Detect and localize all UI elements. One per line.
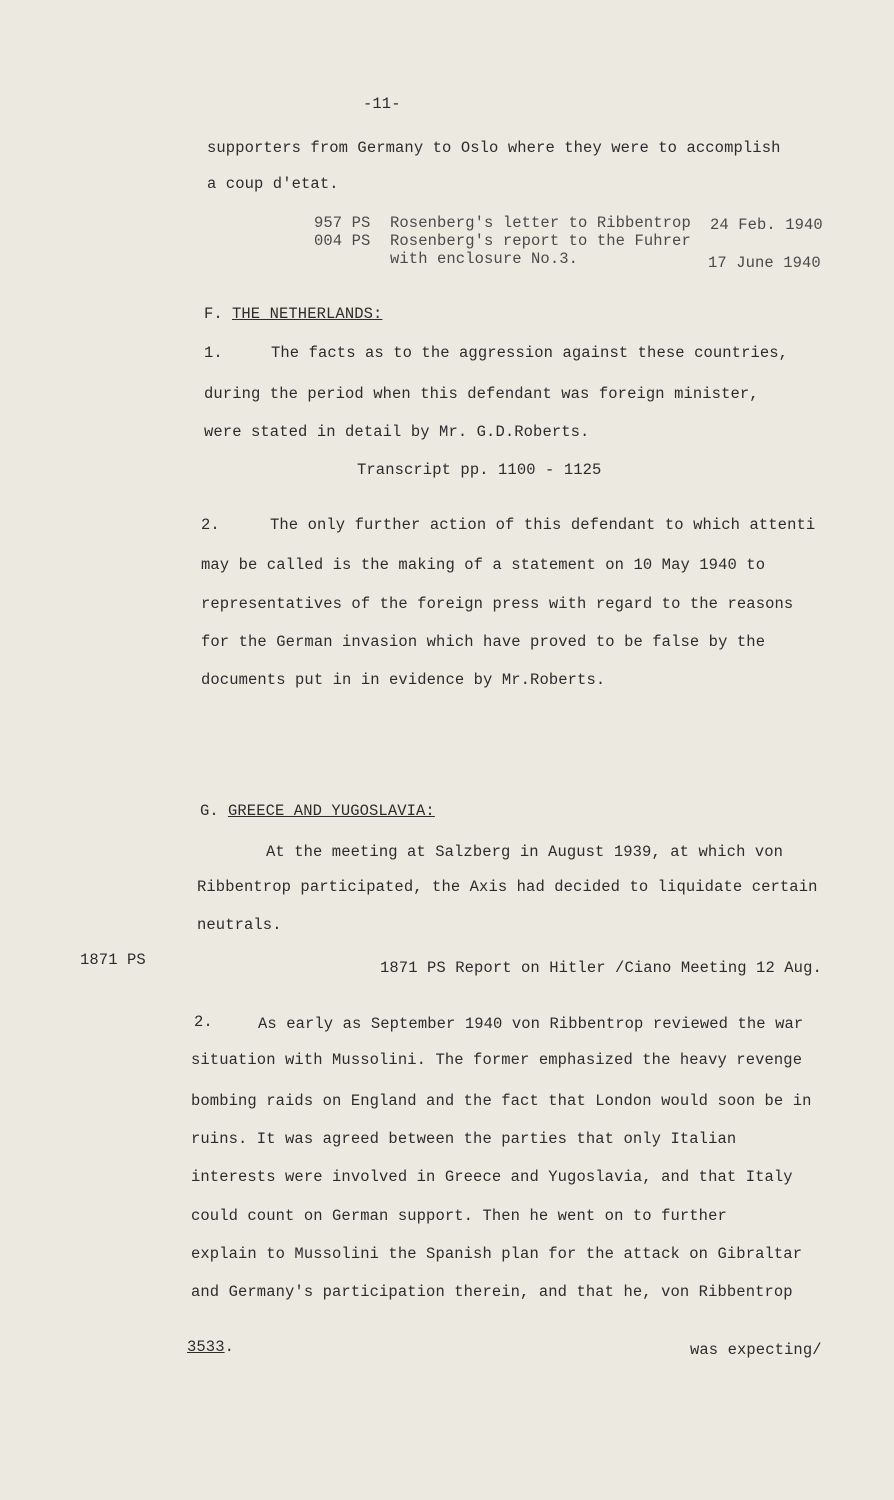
body-line: documents put in in evidence by Mr.Roberts. <box>201 671 606 689</box>
section-g-heading: GREECE AND YUGOSLAVIA: <box>228 802 435 820</box>
body-line: bombing raids on England and the fact that London would soon be in <box>191 1092 812 1110</box>
footer-code-number: 3533 <box>187 1338 225 1356</box>
paragraph-number: 2. <box>201 516 220 534</box>
body-line: and Germany's participation therein, and that he, von Ribbentrop <box>191 1283 793 1301</box>
paragraph-number: 1. <box>204 344 223 362</box>
section-g-letter: G. <box>200 802 219 820</box>
citation-text: with enclosure No.3. <box>390 250 579 268</box>
paragraph-number: 2. <box>194 1013 213 1031</box>
page-number: -11- <box>363 95 401 113</box>
section-f-heading: THE NETHERLANDS: <box>232 305 383 323</box>
body-line: representatives of the foreign press with regard to the reasons <box>201 595 794 613</box>
body-line: could count on German support. Then he went on to further <box>191 1207 727 1225</box>
margin-reference: 1871 PS <box>80 951 146 969</box>
body-line: The only further action of this defendant to which attenti <box>270 516 816 534</box>
body-line: interests were involved in Greece and Yugoslavia, and that Italy <box>191 1168 793 1186</box>
body-line: for the German invasion which have proved to be false by the <box>201 633 766 651</box>
body-line: ruins. It was agreed between the parties that only Italian <box>191 1130 737 1148</box>
citation-doc-ref: 957 PS <box>314 214 371 232</box>
body-line: As early as September 1940 von Ribbentrop reviewed the war <box>258 1015 804 1033</box>
footer-continuation: was expecting/ <box>690 1341 822 1359</box>
body-line: were stated in detail by Mr. G.D.Roberts. <box>204 423 590 441</box>
body-line: explain to Mussolini the Spanish plan for the attack on Gibraltar <box>191 1245 803 1263</box>
body-line: neutrals. <box>197 916 282 934</box>
citation-date: 17 June 1940 <box>708 254 821 272</box>
body-line: The facts as to the aggression against these countries, <box>271 344 789 362</box>
body-line: situation with Mussolini. The former emphasized the heavy revenge <box>191 1051 803 1069</box>
citation-date: 24 Feb. 1940 <box>710 216 823 234</box>
citation-text: Rosenberg's report to the Fuhrer <box>390 232 691 250</box>
citation-doc-ref: 004 PS <box>314 232 371 250</box>
body-line: supporters from Germany to Oslo where they were to accomplish <box>207 139 781 157</box>
citation-text: 1871 PS Report on Hitler /Ciano Meeting 12 Aug. <box>380 959 822 977</box>
footer-code-suffix: . <box>224 1338 235 1356</box>
body-line: during the period when this defendant was foreign minister, <box>204 385 759 403</box>
body-line: At the meeting at Salzberg in August 1939, at which von <box>266 843 784 861</box>
body-line: Ribbentrop participated, the Axis had decided to liquidate certain <box>197 878 818 896</box>
body-line: may be called is the making of a statement on 10 May 1940 to <box>201 556 766 574</box>
citation-text: Rosenberg's letter to Ribbentrop <box>390 214 691 232</box>
body-line: a coup d'etat. <box>207 175 339 193</box>
section-f-letter: F. <box>204 305 223 323</box>
footer-page-code <box>187 1337 234 1357</box>
transcript-reference: Transcript pp. 1100 - 1125 <box>357 461 602 479</box>
